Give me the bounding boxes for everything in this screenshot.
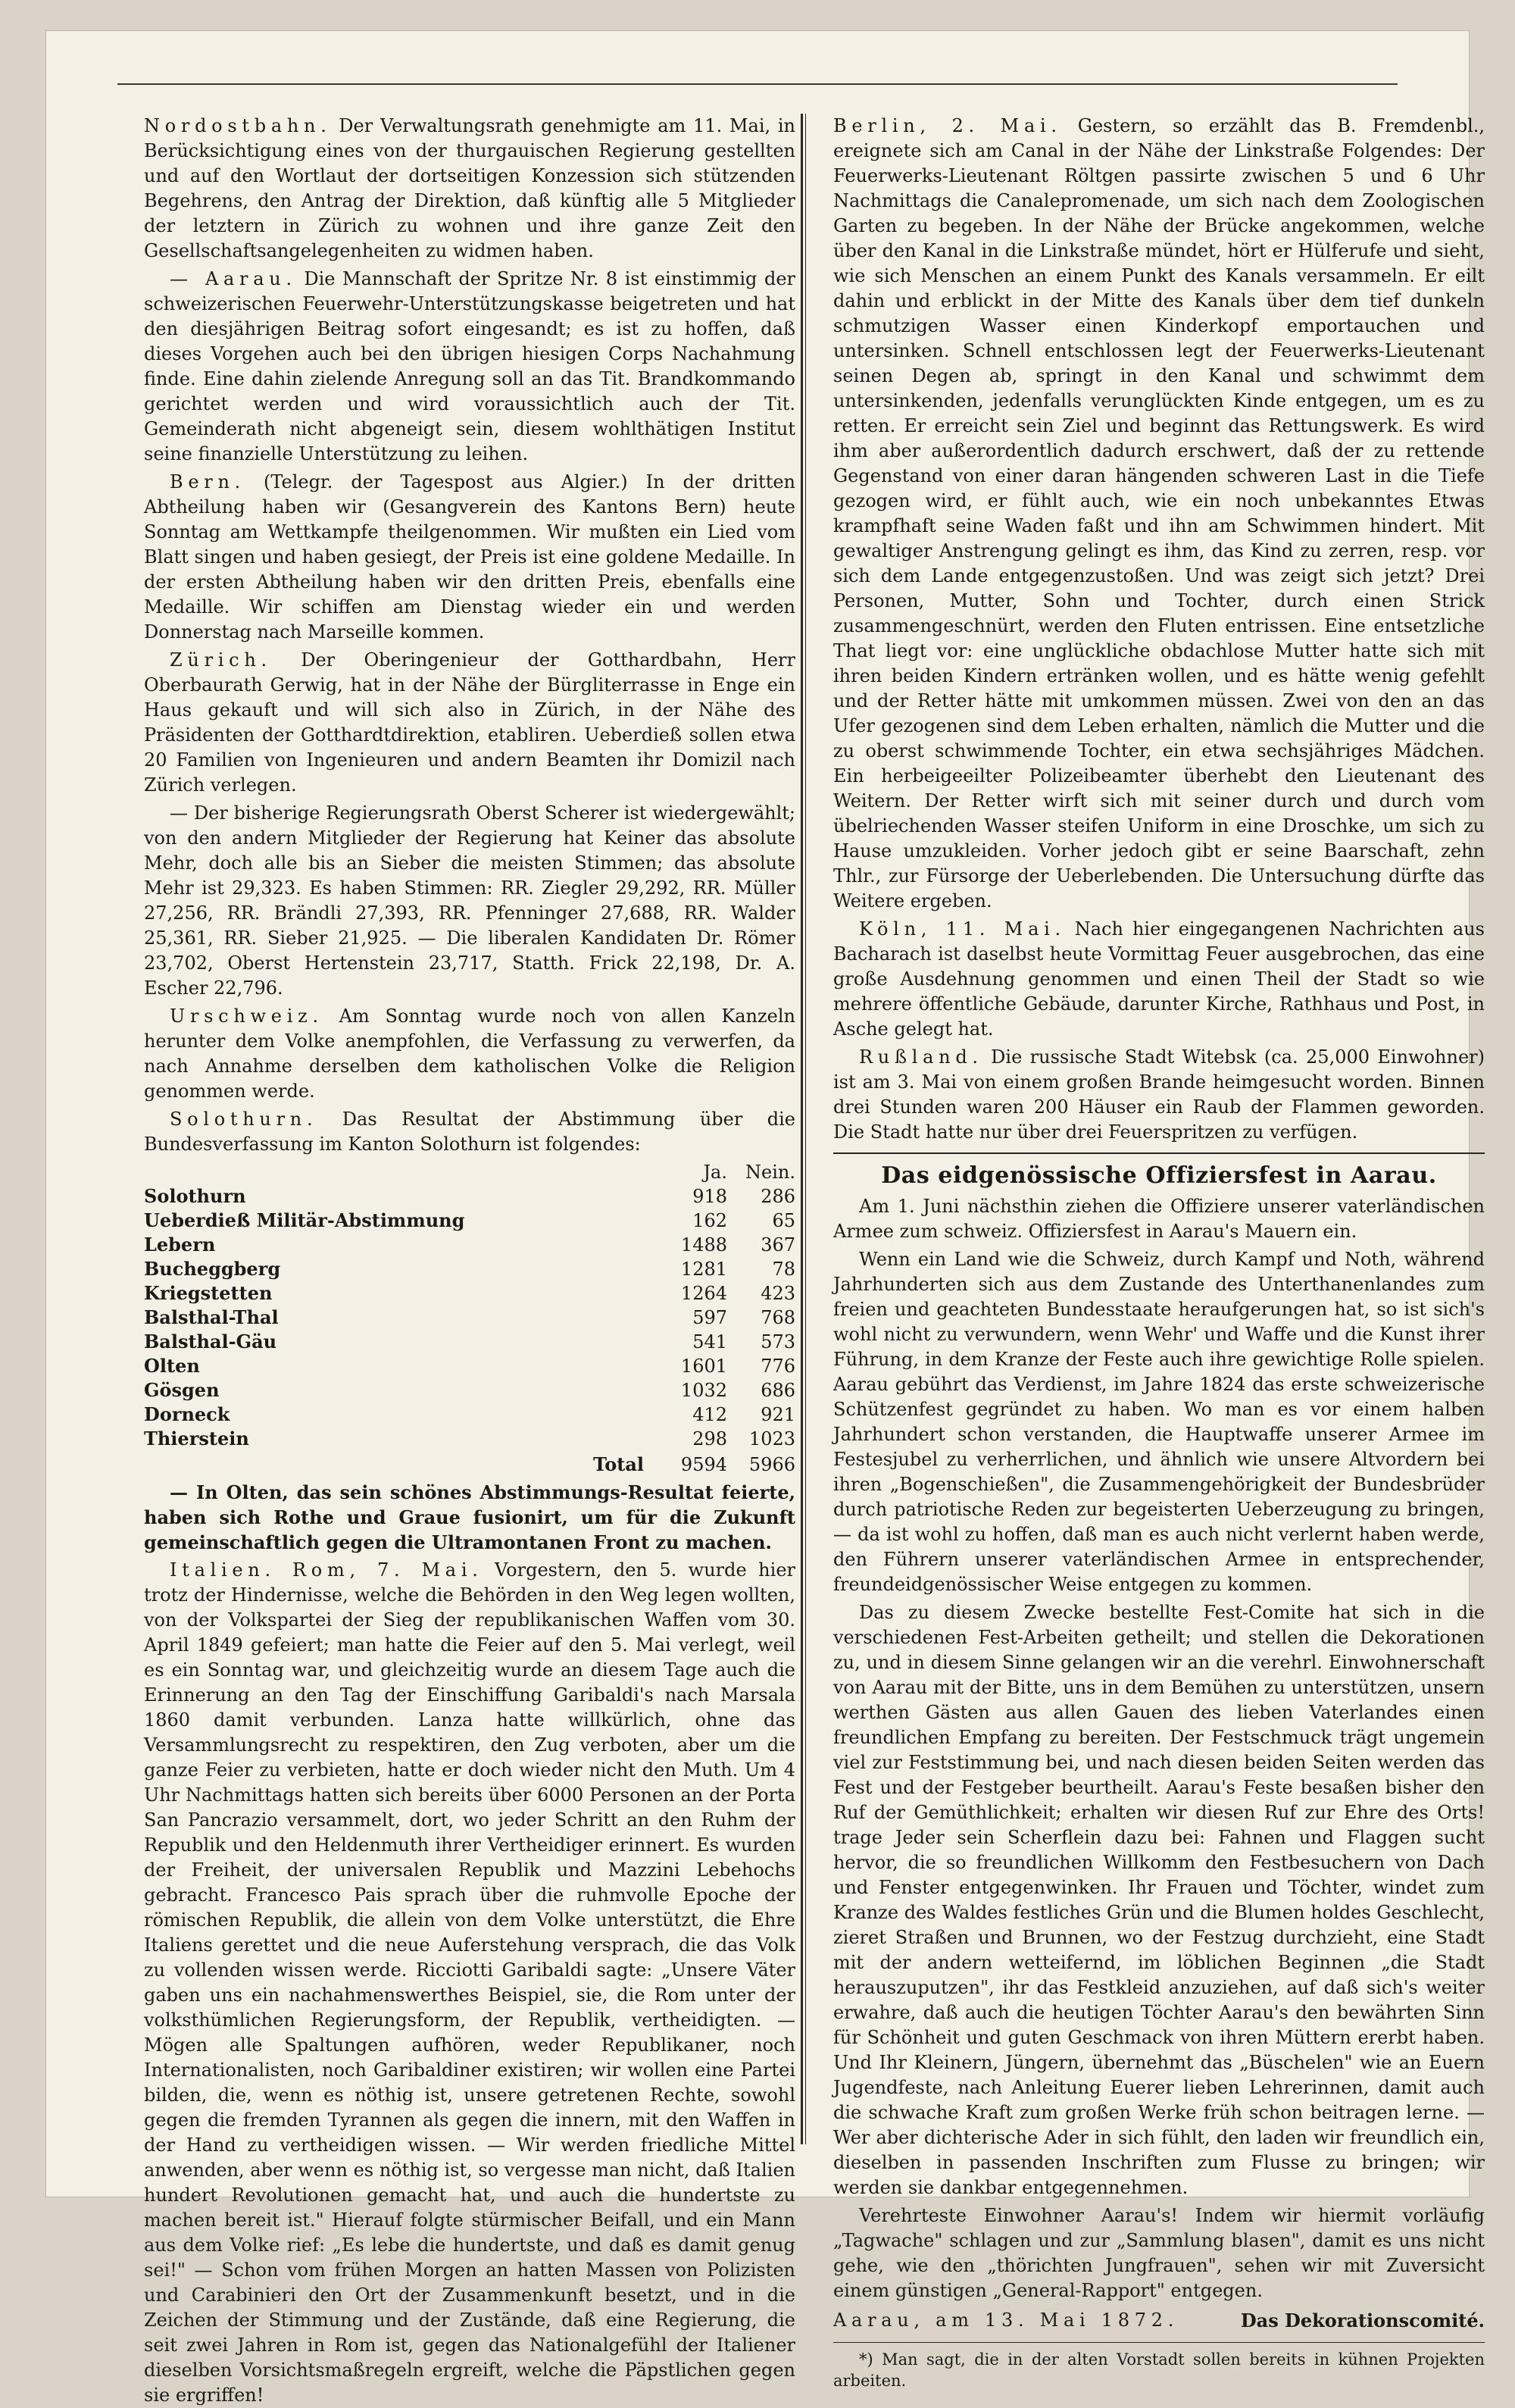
- dateline: — Aarau.: [170, 268, 297, 289]
- article-nordostbahn: [144, 114, 795, 264]
- total-ja: 9594: [680, 1454, 727, 1475]
- signature-line: [833, 2308, 1485, 2333]
- vote-row: [144, 1233, 795, 1257]
- column-divider-thin: [805, 114, 806, 2144]
- article-text: Vorgestern, den 5. wurde hier trotz der Hindernisse, welche die Behörden in den Weg legen wollten, von der Volkspartei der Sieg der republikanischen Waffen vom 30. April 1849 gefeiert; man hatte die Feier auf den 5. Mai verlegt, weil es ein Sonntag war, und gleichzeitig wurde an diesem Tage auch die Erinnerung an den Tag der Einschiffung Garibaldi's nach Marsala 1860 damit verbunden. Lanza hatte willkürlich, ohne das Versammlungsrecht zu respektiren, den Zug verboten, aber um die ganze Feier zu verbieten, hatte er doch wieder nicht den Muth. Um 4 Uhr Nachmittags hatten sich bereits über 6000 Personen an der Porta San Pancrazio versammelt, dort, wo jeder Schritt an den Ruhm der Republik und den Heldenmuth ihrer Vertheidiger erinnert. Es wurden der Freiheit, der universalen Republik und Mazzini Lebehochs gebracht. Francesco Pais sprach über die ruhmvolle Epoche der römischen Republik, die allein von dem Volke unterstützt, die Ehre Italiens gerettet und die neue Auferstehung versprach, die das Volk zu vollenden wissen werde. Ricciotti Garibaldi sagte: „Unsere Väter gaben uns ein nachahmenswerthes Beispiel, sie, die Rom unter der volksthümlichen Regierungsform, der Republik, vertheidigten. — Mögen alle Spaltungen aufhören, weder Republikaner, noch Internationalisten, noch Garibaldiner existiren; wir wollen eine Partei bilden, die, wenn es nöthig ist, unsere getretenen Rechte, sowohl gegen die fremden Tyrannen als gegen die innern, mit den Waffen in der Hand zu vertheidigen wissen. — Wir werden friedliche Mittel anwenden, aber wenn es nöthig ist, so vergesse man nicht, daß Italien hundert Revolutionen gemacht hat, und auch die hundertste zu machen bereit ist." Hierauf folgte stürmischer Beifall, und ein Mann aus dem Volke rief: „Es lebe die hundertste, und daß es damit genug sei!" — Schon vom frühen Morgen an hatten Massen von Polizisten und Carabinieri den Ort der Zusammenkunft besetzt, und in die Zeichen der Stimmung und der Zustände, daß eine Regierung, die seit zwei Jahren in Rom ist, gegen das Nationalgefühl der Italiener dieselben Vorsichtsmaßregeln ergreift, welche die Päpstlichen gegen sie ergriffen!: [144, 1559, 795, 2406]
- article-text: (Telegr. der Tagespost aus Algier.) In der dritten Abtheilung haben wir (Gesangverein des Kantons Bern) heute Sonntag am Wettkampfe theilgenommen. Wir mußten ein Lied vom Blatt singen und haben gesiegt, der Preis ist eine goldene Medaille. In der ersten Abtheilung haben wir den dritten Preis, ebenfalls eine Medaille. Wir schiffen am Dienstag wieder ein und werden Donnerstag nach Marseille kommen.: [144, 471, 795, 643]
- vote-ja: 1601: [680, 1356, 727, 1377]
- vote-nein: 65: [772, 1210, 795, 1231]
- vote-ja: 1281: [680, 1259, 727, 1280]
- vote-place: Gösgen: [144, 1379, 220, 1401]
- signature-place-date: Aarau, am 13. Mai 1872.: [833, 2309, 1179, 2331]
- vote-nein: 286: [761, 1186, 795, 1207]
- article-zuerich: [144, 648, 795, 798]
- vote-place: Olten: [144, 1355, 200, 1377]
- dateline: Nordostbahn.: [144, 115, 332, 136]
- total-label: Total: [593, 1453, 644, 1475]
- vote-ja: 412: [692, 1404, 727, 1425]
- vote-row: [144, 1306, 795, 1330]
- article-aarau: [144, 267, 795, 467]
- dateline: Zürich.: [170, 649, 272, 671]
- vote-place: Dorneck: [144, 1403, 230, 1425]
- vote-ja: 597: [692, 1307, 727, 1328]
- signature-organization: Das Dekorationscomité.: [1240, 2309, 1485, 2331]
- column-divider: [801, 114, 803, 2144]
- article-urschweiz: [144, 1004, 795, 1104]
- article-text: Die russische Stadt Witebsk (ca. 25,000 Einwohner) ist am 3. Mai von einem großen Brande heimgesucht worden. Binnen drei Stunden waren 200 Häuser ein Raub der Flammen geworden. Die Stadt hatte nur über drei Feuerspritzen zu verfügen.: [833, 1046, 1485, 1143]
- vote-place: Lebern: [144, 1234, 216, 1256]
- article-text: Das Resultat der Abstimmung über die Bundesverfassung im Kanton Solothurn ist folgendes:: [144, 1109, 795, 1155]
- vote-place: Ueberdieß Militär-Abstimmung: [144, 1209, 465, 1231]
- vote-row: [144, 1209, 795, 1233]
- article-text: Am Sonntag wurde noch von allen Kanzeln herunter dem Volke anempfohlen, die Verfassung zu verwerfen, da nach Annahme derselben dem katholischen Volke die Religion genommen werde.: [144, 1005, 795, 1102]
- vote-ja: 298: [692, 1428, 727, 1449]
- vote-place: Kriegstetten: [144, 1282, 273, 1304]
- vote-ja: 541: [692, 1331, 727, 1353]
- vote-nein: 776: [761, 1356, 795, 1377]
- newspaper-page: [45, 30, 1485, 2406]
- vote-nein: 1023: [748, 1428, 795, 1449]
- vote-nein: 423: [761, 1283, 795, 1304]
- vote-nein: 78: [772, 1259, 795, 1280]
- dateline: Rußland.: [859, 1046, 983, 1068]
- left-column: [144, 114, 795, 2406]
- vote-ja: 1032: [680, 1380, 727, 1401]
- vote-nein: 686: [761, 1380, 795, 1401]
- vote-total-row: [144, 1451, 795, 1477]
- section-divider: [833, 1152, 1485, 1154]
- vote-place: Balsthal-Thal: [144, 1306, 279, 1328]
- fest-paragraph-1: Am 1. Juni nächsthin ziehen die Offiziere unserer vaterländischen Armee zum schweiz. Offiziersfest in Aarau's Mauern ein.: [833, 1196, 1485, 1242]
- vote-row: [144, 1378, 795, 1403]
- vote-ja: 1264: [680, 1283, 727, 1304]
- vote-ja: 918: [692, 1186, 727, 1207]
- vote-row: [144, 1427, 795, 1451]
- header-nein: Nein.: [745, 1162, 795, 1183]
- header-ja: Ja.: [703, 1162, 727, 1183]
- dateline: Berlin, 2. Mai.: [833, 115, 1062, 136]
- article-italien: [144, 1558, 795, 2408]
- article-text: Gestern, so erzählt das B. Fremdenbl., ereignete sich am Canal in der Nähe der Linkstraße Folgendes: Der Feuerwerks-Lieutenant Röltgen passirte zwischen 5 und 6 Uhr Nachmittags die Canalepromenade, um sich nach dem Zoologischen Garten zu begeben. In der Nähe der Brücke angekommen, welche über den Kanal in die Linkstraße mündet, hört er Hülferufe und sieht, wie sich Menschen an einem Punkt des Kanals versammeln. Er eilt dahin und erblickt in der Mitte des Kanals über dem tief dunkeln schmutzigen Wasser einen Kinderkopf emportauchen und untersinken. Schnell entschlossen legt der Feuerwerks-Lieutenant seinen Degen ab, springt in den Kanal und schwimmt dem untersinkenden, jedenfalls verunglückten Kinde entgegen, um es zu retten. Er erreicht sein Ziel und beginnt das Rettungswerk. Es wird ihm aber außerordentlich dadurch erschwert, daß der zu rettende Gegenstand von einer daran hängenden schweren Last in die Tiefe gezogen wird, er fühlt auch, wie ein noch unbekanntes Etwas krampfhaft seine Waden faßt und ihn am Schwimmen hindert. Mit gewaltiger Anstrengung gelingt es ihm, das Kind zu zerren, resp. vor sich dem Lande entgegenzustoßen. Und was zeigt sich jetzt? Drei Personen, Mutter, Sohn und Tochter, durch einen Strick zusammengeschnürt, werden den Fluten entrissen. Eine entsetzliche That liegt vor: eine unglückliche obdachlose Mutter hatte sich mit ihren beiden Kindern ertränken wollen, und es hätte wenig gefehlt und der Retter hätte mit umkommen müssen. Zwei von den an das Ufer gezogenen sind dem Leben erhalten, nämlich die Mutter und die zu oberst schwimmende Tochter, ein etwa sechsjähriges Mädchen. Ein herbeigeeilter Polizeibeamter überhebt den Lieutenant des Weitern. Der Retter wirft sich mit seiner durch und durch vom übelriechenden Wasser steifen Uniform in eine Droschke, um sich zu Hause umzukleiden. Vorher jedoch gibt er seine Baarschaft, zehn Thlr., zur Fürsorge der Ueberlebenden. Die Untersuchung dürfte das Weitere ergeben.: [833, 115, 1485, 912]
- article-bern: [144, 470, 795, 645]
- fest-paragraph-4: Verehrteste Einwohner Aarau's! Indem wir hiermit vorläufig „Tagwache" schlagen und zur „Sammlung blasen", damit es uns nicht gehe, wie den „thörichten Jungfrauen", sehen wir mit Zuversicht einem günstigen „General-Rapport" entgegen.: [833, 2205, 1485, 2301]
- vote-nein: 768: [761, 1307, 795, 1328]
- dateline: Urschweiz.: [170, 1005, 323, 1027]
- article-zuerich-wahlen: — Der bisherige Regierungsrath Oberst Scherer ist wiedergewählt; von den andern Mitglieder der Regierung hat Keiner das absolute Mehr, doch alle bis an Sieber die meisten Stimmen; das absolute Mehr ist 29,323. Es haben Stimmen: RR. Ziegler 29,292, RR. Müller 27,256, RR. Brändli 27,393, RR. Pfenninger 27,688, RR. Walder 25,361, RR. Sieber 21,925. — Die liberalen Kandidaten Dr. Römer 23,702, Oberst Hertenstein 23,717, Statth. Frick 22,198, Dr. A. Escher 22,796.: [144, 802, 795, 999]
- total-nein: 5966: [748, 1454, 795, 1475]
- vote-table-body: [144, 1184, 795, 1451]
- article-russland: [833, 1045, 1485, 1145]
- fest-paragraph-2: Wenn ein Land wie die Schweiz, durch Kampf und Noth, während Jahrhunderten sich aus dem Zustande des Unterthanenlandes zum freien und geachteten Bundesstaate heraufgerungen hat, so ist sich's wohl nicht zu verwundern, wenn Wehr' und Waffe und die Kunst ihrer Führung, in dem Kranze der Feste auch ihre gewichtige Rolle spielen. Aarau gebührt das Verdienst, im Jahre 1824 das erste schweizerische Schützenfest gegründet zu haben. Wo man es vor einem halben Jahrhundert schon verstanden, die Hauptwaffe unserer Armee im Festesjubel zu verherrlichen, und ähnlich wie unsere Altvordern bei ihren „Bogenschießen", die Zusammengehörigkeit der Bundesbrüder durch patriotische Reden zur begeisterten Ueberzeugung zu bringen, — da ist wohl zu hoffen, daß man es auch nicht verlernt haben werde, den Führern unserer vaterländischen Armee in entsprechender, freundeidgenössischer Weise entgegen zu kommen.: [833, 1249, 1485, 1595]
- vote-nein: 367: [761, 1234, 795, 1256]
- vote-ja: 1488: [680, 1234, 727, 1256]
- footnote: *) Man sagt, die in der alten Vorstadt sollen bereits in kühnen Projekten arbeiten.: [833, 2342, 1485, 2391]
- vote-place: Thierstein: [144, 1428, 249, 1449]
- fest-paragraph-3: Das zu diesem Zwecke bestellte Fest-Comite hat sich in die verschiedenen Fest-Arbeiten getheilt; und stellen die Dekorationen zu, und in diesem Sinne gelangen wir an die verehrl. Einwohnerschaft von Aarau mit der Bitte, uns in dem Bemühen zu unterstützen, unsern werthen Gästen aus allen Gauen des lieben Vaterlandes einen freundlichen Empfang zu bereiten. Der Festschmuck trägt ungemein viel zur Feststimmung bei, und nach diesen beiden Seiten werden das Fest und der Festgeber beurtheilt. Aarau's Feste besaßen bisher den Ruf der Gemüthlichkeit; erhalten wir diesen Ruf zur Ehre des Orts! trage Jeder sein Scherflein dazu bei: Fahnen und Flaggen sucht hervor, die so freundlichen Willkomm den Festbesuchern von Dach und Fenster entgegenwinken. Ihr Frauen und Töchter, windet zum Kranze des Waldes festliches Grün und die Blumen holdes Geschlecht, zieret Straßen und Brunnen, wo der Festzug durchzieht, eine Stadt mit der andern wetteifernd, im löblichen Beginnen „die Stadt herauszuputzen", ihr das Festkleid anzuziehen, auf daß sich's weiter erwahre, daß auch die heutigen Töchter Aarau's den bewährten Sinn für Schönheit und guten Geschmack von ihren Müttern ererbt haben. Und Ihr Kleinern, Jüngern, übernehmt das „Büschelen" wie an Euern Jugendfeste, nach Anleitung Euerer lieben Lehrerinnen, damit auch die schwache Kraft zum großen Werke früh schon beitragen lerne. — Wer aber dichterische Ader in sich fühlt, den laden wir freundlich ein, dieselben in passenden Inschriften zum Flusse zu bringen; wir werden sie dankbar entgegennehmen.: [833, 1602, 1485, 2198]
- dateline: Köln, 11. Mai.: [859, 918, 1066, 940]
- article-olten: — In Olten, das sein schönes Abstimmungs-Resultat feierte, haben sich Rothe und Graue fusionirt, um für die Zukunft gemeinschaftlich gegen die Ultramontanen Front zu machen.: [144, 1481, 795, 1553]
- vote-row: [144, 1257, 795, 1281]
- vote-nein: 921: [761, 1404, 795, 1425]
- vote-result-table: [144, 1160, 795, 1477]
- dateline: Italien. Rom, 7. Mai.: [170, 1559, 483, 1581]
- vote-row: [144, 1281, 795, 1306]
- vote-row: [144, 1354, 795, 1378]
- article-text: Der Verwaltungsrath genehmigte am 11. Mai, in Berücksichtigung eines von der thurgauischen Regierung gestellten und auf den Wortlaut der dortseitigen Konzession sich stützenden Begehrens, den Antrag der Direktion, daß künftig alle 5 Mitglieder der letztern in Zürich zu wohnen und ihre ganze Zeit den Gesellschaftsangelegenheiten zu widmen haben.: [144, 115, 795, 261]
- vote-place: Solothurn: [144, 1185, 246, 1207]
- vote-table-header: [144, 1160, 795, 1184]
- article-koeln: [833, 917, 1485, 1042]
- article-text: Die Mannschaft der Spritze Nr. 8 ist einstimmig der schweizerischen Feuerwehr-Unterstützungskasse beigetreten und hat den diesjährigen Beitrag sofort eingesandt; es ist zu hoffen, daß dieses Vorgehen auch bei den übrigen hiesigen Corps Nachahmung finde. Eine dahin zielende Anregung soll an das Tit. Brandkommando gerichtet werden und wird voraussichtlich auch der Tit. Gemeinderath nicht abgeneigt sein, diesem wohlthätigen Institut seine finanzielle Unterstützung zu leihen.: [144, 268, 795, 464]
- vote-row: [144, 1330, 795, 1354]
- article-solothurn: [144, 1107, 795, 1157]
- article-text: Der Oberingenieur der Gotthardbahn, Herr Oberbaurath Gerwig, hat in der Nähe der Bürgliterrasse in Enge ein Haus gekauft und will sich also in Zürich, in der Nähe des Präsidenten der Gotthardtdirektion, etabliren. Ueberdieß sollen etwa 20 Familien von Ingenieuren und andern Beamten ihr Domizil nach Zürich verlegen.: [144, 649, 795, 796]
- fest-heading: Das eidgenössische Offiziersfest in Aarau.: [881, 1162, 1437, 1189]
- dateline: Bern.: [170, 471, 245, 493]
- vote-row: [144, 1403, 795, 1427]
- top-rule: [117, 83, 1398, 85]
- vote-row: [144, 1184, 795, 1209]
- right-column: [833, 114, 1485, 2390]
- article-berlin: [833, 114, 1485, 914]
- vote-ja: 162: [692, 1210, 727, 1231]
- dateline: Solothurn.: [170, 1109, 318, 1130]
- article-text: Nach hier eingegangenen Nachrichten aus Bacharach ist daselbst heute Vormittag Feuer ausgebrochen, das eine große Ausdehnung genommen und einen Theil der Stadt so wie mehrere öffentliche Gebäude, darunter Kirche, Rathhaus und Post, in Asche gelegt hat.: [833, 918, 1485, 1040]
- vote-nein: 573: [761, 1331, 795, 1353]
- vote-place: Balsthal-Gäu: [144, 1331, 277, 1353]
- vote-place: Bucheggberg: [144, 1258, 281, 1280]
